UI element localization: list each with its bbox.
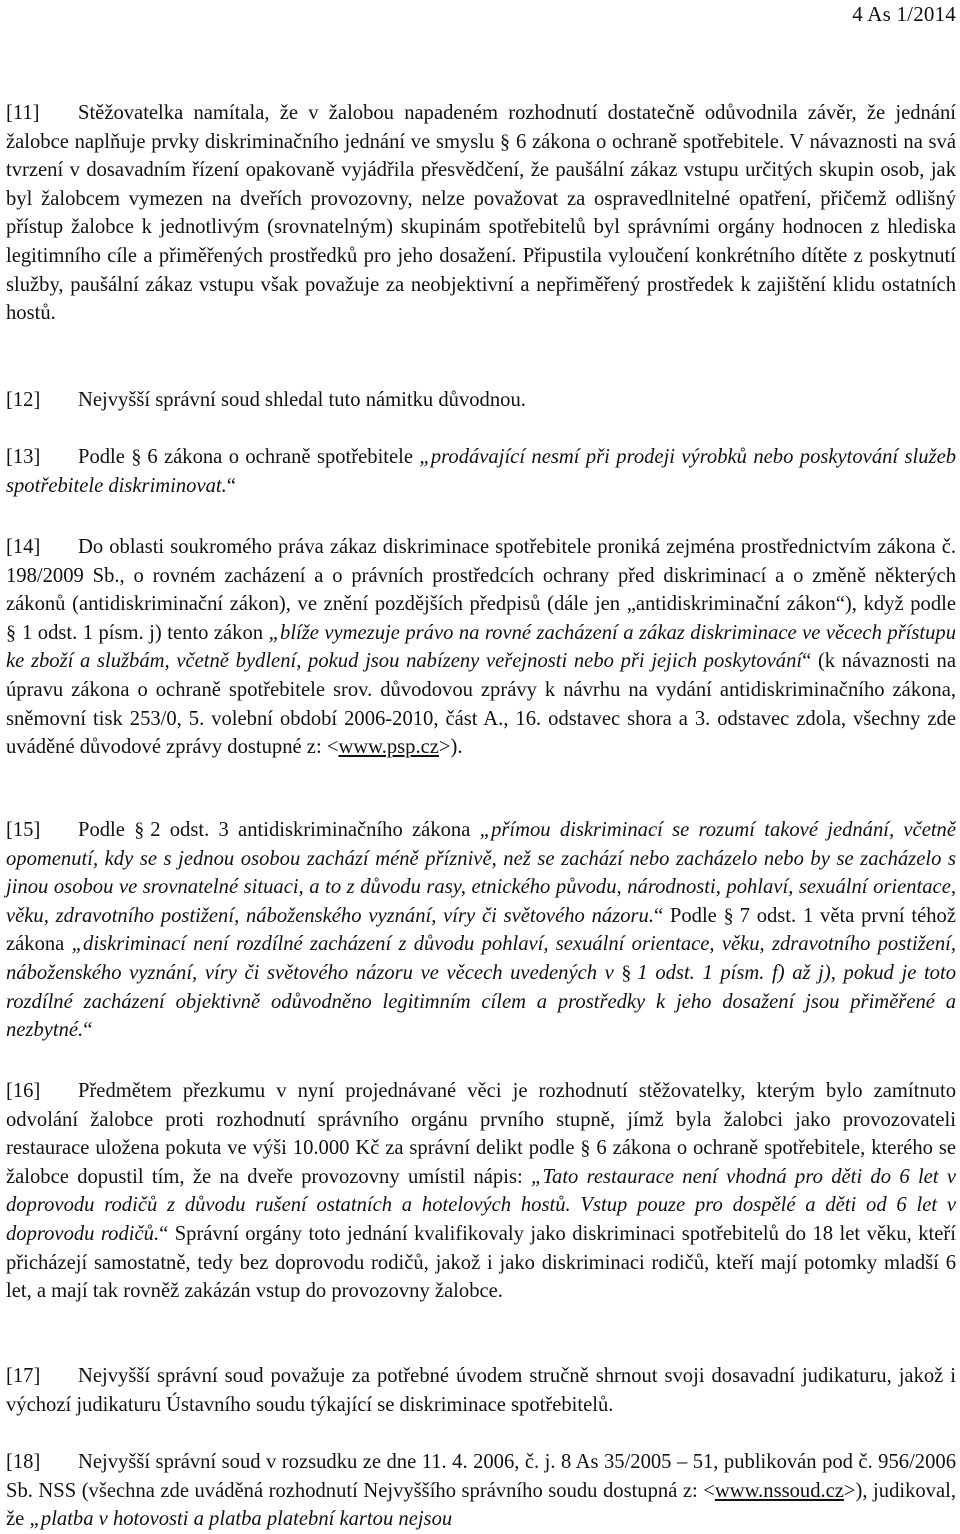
section-sign-icon: §: [500, 130, 510, 153]
section-sign-icon: §: [131, 446, 142, 468]
section-sign-icon: §: [621, 961, 632, 984]
section-sign-icon: §: [134, 819, 145, 841]
paragraph-12: [12] Nejvyšší správní soud shledal tuto námitku důvodnou.: [6, 386, 956, 415]
paragraph-number: [12]: [6, 389, 41, 411]
paragraph-15: [15] Podle § 2 odst. 3 antidiskriminačního zákona „přímou diskriminací se rozumí takové jednání, včetně opomenutí, kdy se s jednou osobou zachází méně příznivě, než se zachází nebo zacházelo nebo by se zacházelo s jinou osobou ve srovnatelné situaci, a to z důvodu rasy, etnického původu, národnosti, pohlaví, sexuální orientace, věku, zdravotního postižení, náboženského vyznání, víry či světového názoru.“ Podle § 7 odst. 1 věta první téhož zákona „diskriminací není rozdílné zacházení z důvodu pohlaví, sexuální orientace, věku, zdravotního postižení, náboženského vyznání, víry či světového názoru ve věcech uvedených v § 1 odst. 1 písm. f) až j), pokud je toto rozdílné zacházení objektivně odůvodněno legitimním cílem a prostředky k jeho dosažení jsou přiměřené a nezbytné.“: [6, 816, 956, 1045]
psp-link[interactable]: www.psp.cz: [338, 736, 439, 759]
paragraph-number: [13]: [6, 446, 41, 468]
section-sign-icon: §: [6, 621, 16, 644]
paragraph-16: [16] Předmětem přezkumu v nyní projednávané věci je rozhodnutí stěžovatelky, kterým bylo zamítnuto odvolání žalobce proti rozhodnutí správního orgánu prvního stupně, jímž byla žalobci jako provozovateli restaurace uložena pokuta ve výši 10.000 Kč za správní delikt podle § 6 zákona o ochraně spotřebitele, kterého se žalobce dopustil tím, že na dveře provozovny umístil nápis: „Tato restaurace není vhodná pro děti do 6 let v doprovodu rodičů z důvodu rušení ostatních a hotelových hostů. Vstup pouze pro dospělé a děti od 6 let v doprovodu rodičů.“ Správní orgány toto jednání kvalifikovaly jako diskriminaci spotřebitelů do 18 let věku, kteří přicházejí samostatně, tedy bez doprovodu rodičů, jakož i jako diskriminaci rodičů, kteří mají potomky mladší 6 let, a mají tak rovněž zakázán vstup do provozovny žalobce.: [6, 1077, 956, 1306]
paragraph-14: [14] Do oblasti soukromého práva zákaz diskriminace spotřebitele proniká zejména prostřednictvím zákona č. 198/2009 Sb., o rovném zacházení a o právních prostředcích ochrany před diskriminací a o změně některých zákonů (antidiskriminační zákon), ve znění pozdějších předpisů (dále jen „antidiskriminační zákon“), když podle § 1 odst. 1 písm. j) tento zákon „blíže vymezuje právo na rovné zacházení a zákaz diskriminace ve věcech přístupu ke zboží a službám, včetně bydlení, pokud jsou nabízeny veřejnosti nebo při jejich poskytování“ (k návaznosti na úpravu zákona o ochraně spotřebitele srov. důvodovou zprávy k návrhu na vydání antidiskriminačního zákona, sněmovní tisk 253/0, 5. volební období 2006-2010, část A., 16. odstavec shora a 3. odstavec zdola, všechny zde uváděné důvodové zprávy dostupné z: <www.psp.cz>).: [6, 533, 956, 762]
paragraph-13: [13] Podle § 6 zákona o ochraně spotřebitele „prodávající nesmí při prodeji výrobků nebo poskytování služeb spotřebitele diskriminovat.“: [6, 443, 956, 500]
section-sign-icon: §: [580, 1137, 591, 1160]
paragraph-number: [16]: [6, 1080, 41, 1102]
paragraph-number: [17]: [6, 1365, 41, 1387]
paragraph-number: [11]: [6, 102, 40, 124]
paragraph-number: [18]: [6, 1451, 41, 1473]
paragraph-17: [17] Nejvyšší správní soud považuje za potřebné úvodem stručně shrnout svoji dosavadní judikaturu, jakož i výchozí judikaturu Ústavního soudu týkající se diskriminace spotřebitelů.: [6, 1362, 956, 1419]
paragraph-number: [15]: [6, 819, 41, 841]
paragraph-18: [18] Nejvyšší správní soud v rozsudku ze dne 11. 4. 2006, č. j. 8 As 35/2005 – 51, publikován pod č. 956/2006 Sb. NSS (všechna zde uváděná rozhodnutí Nejvyššího správního soudu dostupná z: <www.nssoud.cz>), judikoval, že „platba v hotovosti a platba platební kartou nejsou: [6, 1448, 956, 1534]
paragraph-number: [14]: [6, 536, 41, 558]
nssoud-link[interactable]: www.nssoud.cz: [714, 1479, 844, 1502]
section-sign-icon: §: [723, 904, 734, 927]
paragraph-11: [11] Stěžovatelka namítala, že v žalobou napadeném rozhodnutí dostatečně odůvodnila závěr, že jednání žalobce naplňuje prvky diskriminačního jednání ve smyslu § 6 zákona o ochraně spotřebitele. V návaznosti na svá tvrzení v dosavadním řízení opakovaně vyjádřila přesvědčení, že paušální zákaz vstupu určitých skupin osob, jak byl žalobcem vymezen na dveřích provozovny, nelze považovat za ospravedlnitelné opatření, přičemž odlišný přístup žalobce k jednotlivým (srovnatelným) skupinám spotřebitelů byl správními orgány hodnocen z hlediska legitimního cíle a přiměřených prostředků pro jeho dosažení. Připustila vyloučení konkrétního dítěte z poskytnutí služby, paušální zákaz vstupu však považuje za neobjektivní a nepřiměřený prostředek k zajištění klidu ostatních hostů.: [6, 99, 956, 328]
case-number-header: 4 As 1/2014: [852, 2, 956, 26]
